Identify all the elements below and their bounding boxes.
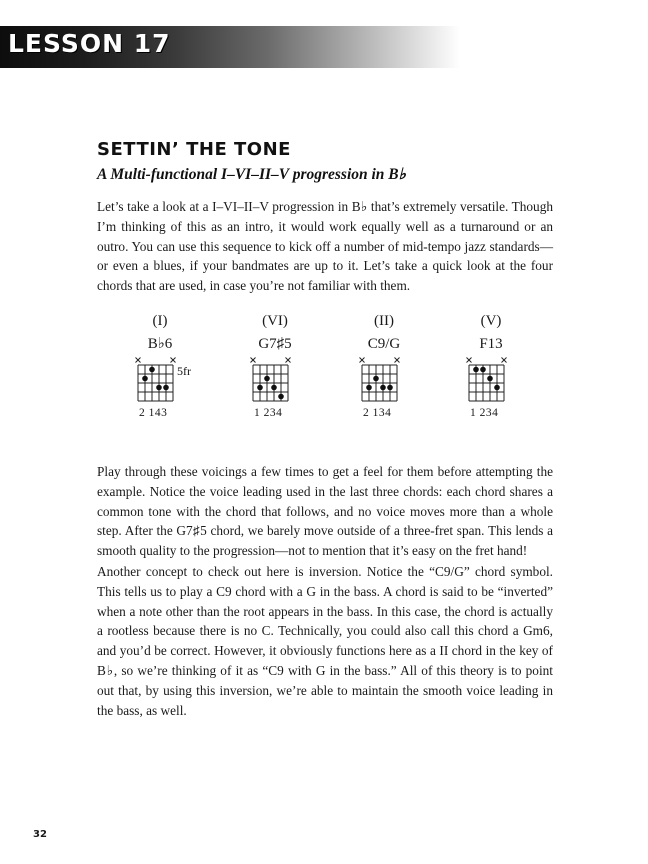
finger-dot	[366, 385, 372, 391]
chord-name: C9/G	[367, 336, 401, 352]
lesson-banner	[0, 26, 460, 68]
finger-dot	[257, 385, 263, 391]
chord-diagram	[110, 312, 210, 419]
finger-dot	[487, 376, 493, 382]
finger-dot	[278, 394, 284, 400]
chord-function: (VI)	[262, 313, 288, 329]
finger-dot	[163, 385, 169, 391]
chord-grid	[441, 355, 541, 411]
finger-dot	[271, 385, 277, 391]
chord-name: G7♯5	[258, 336, 292, 352]
paragraph-intro: Let’s take a look at a I–VI–II–V progression in B♭ that’s extremely versatile. Though I’m thinking of this as an intro, it would work equally well as a turnaround or an outro. You can use this sequence to kick off a number of mid-tempo jazz standards—or even a blues, if your bandmates are up to it. Let’s take a quick look at the four chords that are used, in case you’re not familiar with them.	[97, 199, 553, 294]
paragraph-inversion: Another concept to check out here is inversion. Notice the “C9/G” chord symbol. This tells us to play a C9 chord with a G in the bass. A chord is said to be “inverted” when a note other than the root appears in the bass. In this case, the chord is actually a rootless because there is no C. Technically, you could also call this chord a Gm6, and you’d be correct. However, it obviously functions here as a II chord in the key of B♭, so we’re thinking of it as “C9 with G in the bass.” All of this theory is to point out that, by using this inversion, we’re able to maintain the smooth voice leading in the bass, as well.	[97, 564, 553, 718]
finger-dot	[473, 367, 479, 373]
finger-dot	[380, 385, 386, 391]
finger-dot	[494, 385, 500, 391]
chord-fingering: 2 143	[139, 407, 168, 419]
chord-function: (I)	[152, 313, 168, 329]
chord-function: (II)	[374, 313, 394, 329]
lesson-title: LESSON 17	[8, 29, 171, 58]
chord-grid	[110, 355, 210, 411]
chord-grid	[334, 355, 434, 411]
section-subtitle: A Multi-functional I–VI–II–V progression in B♭	[97, 166, 406, 183]
chord-diagram	[225, 312, 325, 419]
page-number: 32	[33, 829, 47, 840]
chord-fingering: 1 234	[254, 407, 283, 419]
chord-diagrams	[0, 312, 648, 432]
chord-fingering: 1 234	[470, 407, 499, 419]
chord-function: (V)	[480, 313, 502, 329]
chord-name: B♭6	[147, 336, 173, 352]
chord-name: F13	[479, 336, 503, 352]
finger-dot	[373, 376, 379, 382]
finger-dot	[480, 367, 486, 373]
paragraph-voice-leading: Play through these voicings a few times to get a feel for them before attempting the example. Notice the voice leading used in the last three chords: each chord shares a common tone with the chord that follows, and no voice moves more than a whole step. After the G7♯5 chord, we barely move outside of a three-fret span. This lends a smooth quality to the progression—not to mention that it’s easy on the fret hand!	[97, 464, 553, 559]
finger-dot	[156, 385, 162, 391]
chord-diagram	[334, 312, 434, 419]
finger-dot	[142, 376, 148, 382]
finger-dot	[387, 385, 393, 391]
finger-dot	[264, 376, 270, 382]
chord-grid	[225, 355, 325, 411]
section-title: SETTIN’ THE TONE	[97, 139, 291, 160]
chord-fingering: 2 134	[363, 407, 392, 419]
fret-position-label: 5fr	[177, 364, 191, 378]
finger-dot	[149, 367, 155, 373]
chord-diagram	[441, 312, 541, 419]
